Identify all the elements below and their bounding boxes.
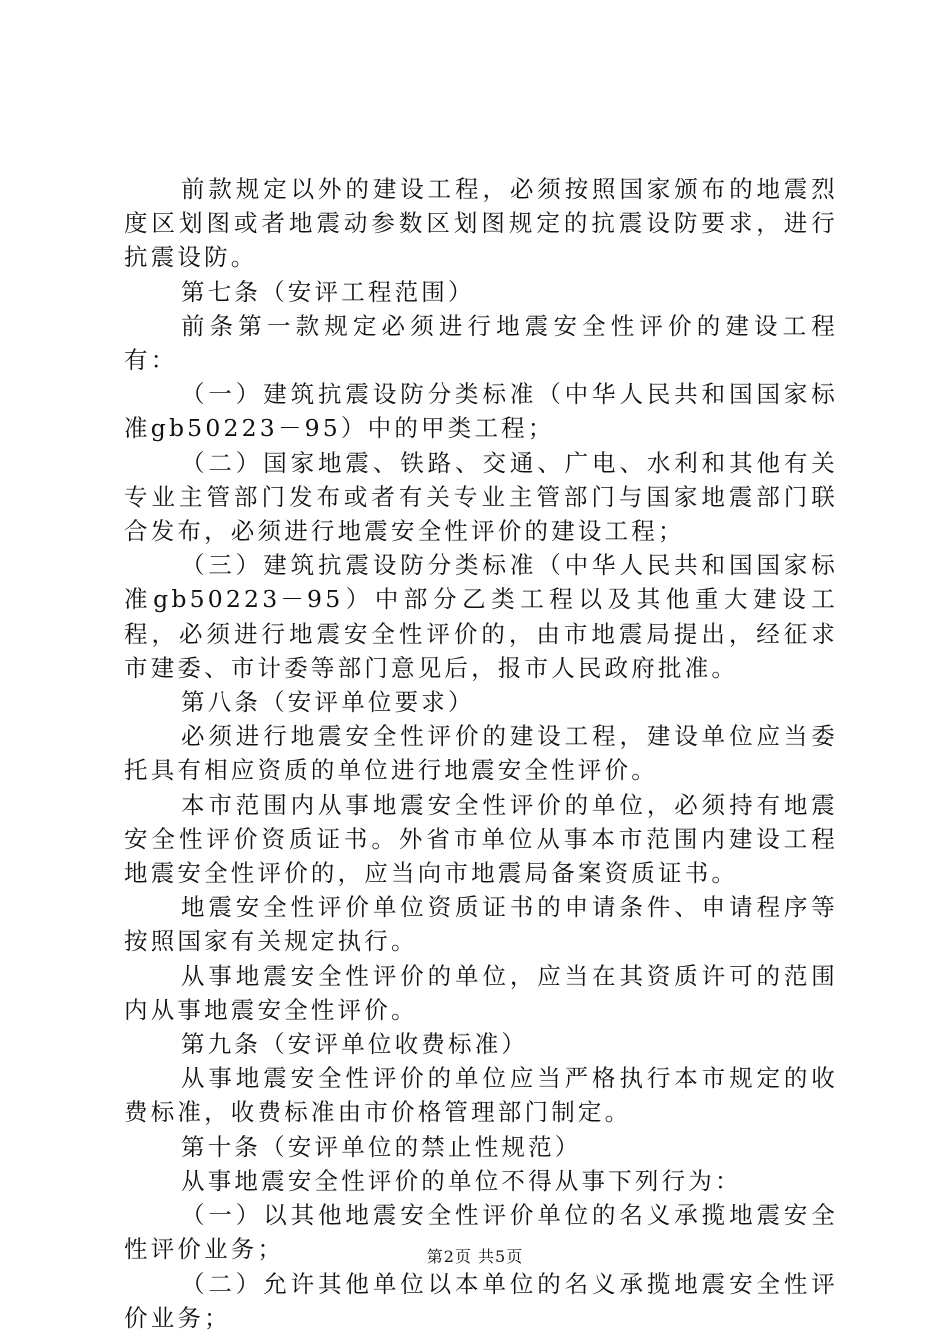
- article-heading: 第十条（安评单位的禁止性规范）: [181, 1132, 582, 1161]
- list-item: （二）允许其他单位以本单位的名义承揽地震安全性评价业务；: [124, 1269, 838, 1332]
- paragraph: 从事地震安全性评价的单位不得从事下列行为：: [181, 1166, 742, 1195]
- list-item: （一）建筑抗震设防分类标准（中华人民共和国国家标准gb50223－95）中的甲类工程；: [124, 380, 838, 443]
- page-number-footer: 第2页 共5页: [426, 1247, 524, 1266]
- article-heading: 第八条（安评单位要求）: [181, 688, 475, 717]
- paragraph: 从事地震安全性评价的单位，应当在其资质许可的范围内从事地震安全性评价。: [124, 961, 838, 1024]
- paragraph: 地震安全性评价单位资质证书的申请条件、申请程序等按照国家有关规定执行。: [124, 893, 838, 956]
- paragraph: 前条第一款规定必须进行地震安全性评价的建设工程有：: [124, 311, 838, 375]
- article-heading: 第七条（安评工程范围）: [181, 277, 475, 306]
- list-item: （三）建筑抗震设防分类标准（中华人民共和国国家标准gb50223－95）中部分乙类工程以及其他重大建设工程，必须进行地震安全性评价的，由市地震局提出，经征求市建委、市计委等部门意见后，报市人民政府批准。: [124, 551, 838, 682]
- paragraph: 必须进行地震安全性评价的建设工程，建设单位应当委托具有相应资质的单位进行地震安全性评价。: [124, 722, 838, 785]
- paragraph: 本市范围内从事地震安全性评价的单位，必须持有地震安全性评价资质证书。外省市单位从事本市范围内建设工程地震安全性评价的，应当向市地震局备案资质证书。: [124, 790, 838, 888]
- list-item: （二）国家地震、铁路、交通、广电、水利和其他有关专业主管部门发布或者有关专业主管部门与国家地震部门联合发布，必须进行地震安全性评价的建设工程；: [124, 448, 838, 546]
- list-item: （一）以其他地震安全性评价单位的名义承揽地震安全性评价业务；: [124, 1201, 838, 1264]
- article-heading: 第九条（安评单位收费标准）: [181, 1030, 529, 1059]
- paragraph: 从事地震安全性评价的单位应当严格执行本市规定的收费标准，收费标准由市价格管理部门制定。: [124, 1064, 838, 1127]
- document-body: [124, 172, 838, 1335]
- paragraph: 前款规定以外的建设工程，必须按照国家颁布的地震烈度区划图或者地震动参数区划图规定的抗震设防要求，进行抗震设防。: [124, 175, 838, 272]
